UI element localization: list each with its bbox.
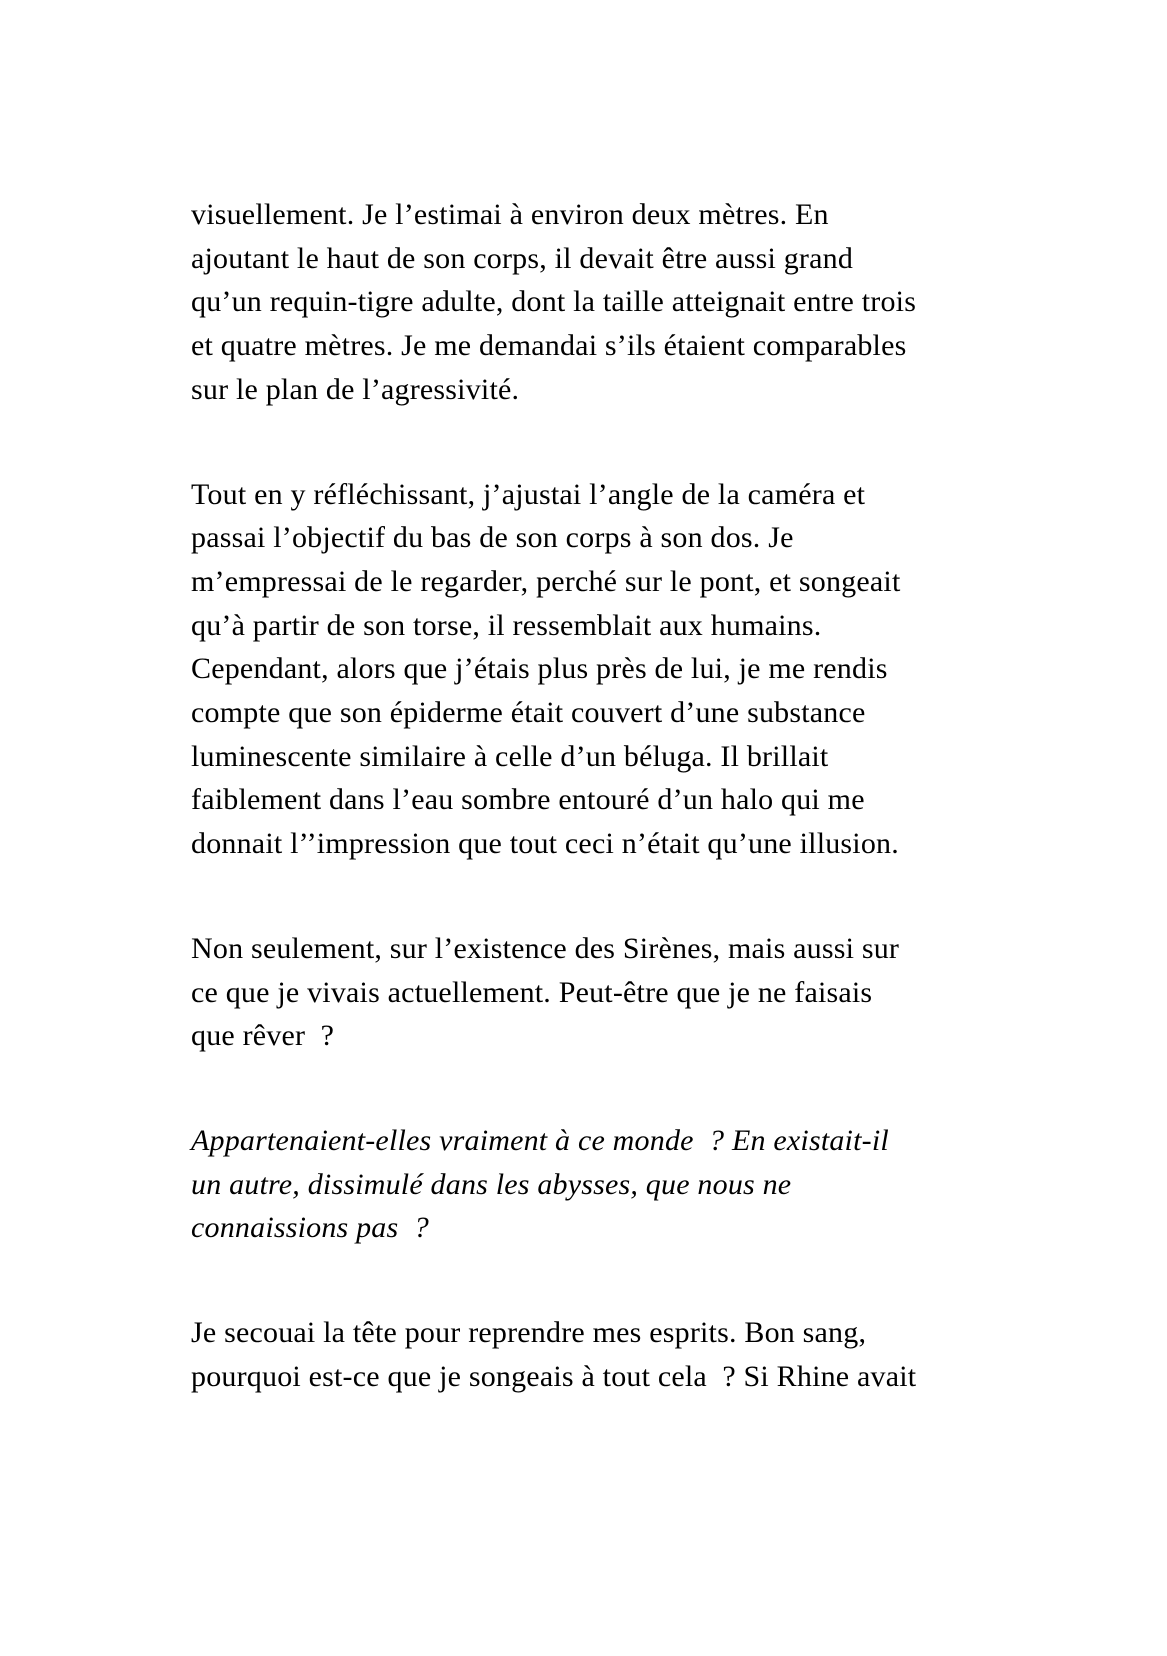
paragraph	[191, 927, 1001, 1058]
text-line: Non seulement, sur l’existence des Sirènes, mais aussi sur	[191, 931, 900, 965]
paragraph	[191, 193, 1001, 412]
text-line: qu’un requin-tigre adulte, dont la taille atteignait entre trois	[191, 285, 917, 319]
text-line: connaissions pas ?	[191, 1211, 429, 1245]
text-line: m’empressai de le regarder, perché sur le pont, et songeait	[191, 564, 901, 598]
text-line: luminescente similaire à celle d’un béluga. Il brillait	[191, 739, 829, 773]
paragraph	[191, 1311, 1001, 1398]
text-line: Cependant, alors que j’étais plus près de lui, je me rendis	[191, 652, 888, 686]
paragraph-italic	[191, 1119, 1001, 1250]
text-line: faiblement dans l’eau sombre entouré d’un halo qui me	[191, 783, 865, 817]
paragraph	[191, 473, 1001, 866]
text-line: sur le plan de l’agressivité.	[191, 372, 520, 406]
text-line: Appartenaient-elles vraiment à ce monde ? En existait-il	[191, 1123, 889, 1157]
text-line: un autre, dissimulé dans les abysses, que nous ne	[191, 1167, 792, 1201]
text-line: que rêver ?	[191, 1019, 335, 1053]
text-line: visuellement. Je l’estimai à environ deux mètres. En	[191, 198, 829, 231]
text-line: Je secouai la tête pour reprendre mes esprits. Bon sang,	[191, 1316, 867, 1350]
text-line: compte que son épiderme était couvert d’une substance	[191, 696, 866, 730]
text-line: ce que je vivais actuellement. Peut-être que je ne faisais	[191, 975, 873, 1009]
text-line: donnait l’’impression que tout ceci n’était qu’une illusion.	[191, 827, 899, 861]
text-block	[191, 193, 1001, 1398]
text-line: ajoutant le haut de son corps, il devait être aussi grand	[191, 241, 854, 275]
text-line: et quatre mètres. Je me demandai s’ils étaient comparables	[191, 329, 907, 363]
text-line: pourquoi est-ce que je songeais à tout cela ? Si Rhine avait	[191, 1359, 917, 1393]
text-line: passai l’objectif du bas de son corps à son dos. Je	[191, 521, 794, 555]
text-line: Tout en y réfléchissant, j’ajustai l’angle de la caméra et	[191, 477, 866, 511]
text-line: qu’à partir de son torse, il ressemblait aux humains.	[191, 608, 822, 642]
